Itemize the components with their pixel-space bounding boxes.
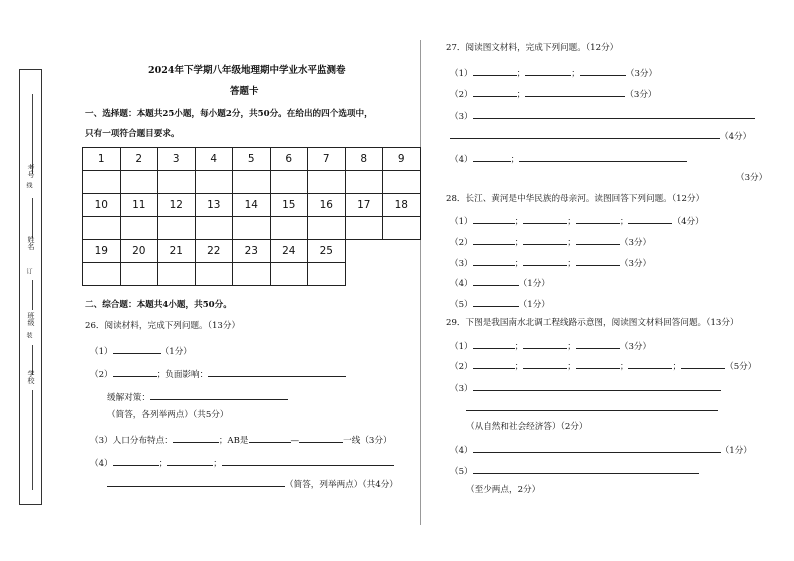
grid-number: 2 [120, 148, 158, 171]
answer-cell[interactable] [83, 171, 121, 194]
answer-blank[interactable] [523, 255, 567, 266]
binding-mark-order: 订 [25, 268, 32, 274]
answer-blank[interactable] [576, 338, 620, 349]
grid-number: 10 [83, 194, 121, 217]
q29-part3-line2 [466, 400, 718, 415]
answer-blank[interactable] [473, 358, 515, 369]
q26-part2-label: （2） [90, 370, 113, 380]
q28-part5-score: （1分） [518, 300, 550, 310]
answer-blank[interactable] [107, 476, 285, 487]
q26-part1-score: （1分） [160, 347, 192, 357]
answer-cell[interactable] [233, 263, 271, 286]
separator: ； [567, 238, 576, 248]
answer-cell[interactable] [383, 171, 421, 194]
q29-part5-note: （至少两点，2分） [466, 485, 541, 495]
q26-part4-label: （4） [90, 459, 113, 469]
q28-part5 [450, 296, 550, 311]
answer-blank[interactable] [473, 86, 517, 97]
q26-part4 [90, 455, 394, 470]
q28-part1 [450, 213, 704, 228]
answer-blank[interactable] [299, 432, 343, 443]
answer-blank[interactable] [473, 255, 515, 266]
answer-blank[interactable] [113, 455, 159, 466]
answer-cell[interactable] [158, 217, 196, 240]
q26-part1 [90, 343, 192, 358]
answer-blank[interactable] [473, 234, 515, 245]
q28-title: 28．长江、黄河是中华民族的母亲河。读图回答下列问题。（12分） [446, 194, 705, 204]
exam-number-label: 考号 [27, 164, 35, 178]
q28-part3-label: （3） [450, 259, 473, 269]
answer-blank[interactable] [523, 213, 567, 224]
q26-part2-note: （简答，各列举两点）（共5分） [107, 410, 229, 420]
q27-part4-label: （4） [450, 155, 473, 165]
answer-cell[interactable] [270, 263, 308, 286]
grid-number: 23 [233, 240, 271, 263]
section1-heading-cont: 只有一项符合题目要求。 [85, 129, 180, 139]
grid-number: 5 [233, 148, 271, 171]
binding-line [32, 198, 33, 238]
grid-number: 16 [308, 194, 346, 217]
q27-part2-score: （3分） [625, 90, 657, 100]
q26-part3-end: 一线（3分） [343, 436, 392, 446]
answer-blank[interactable] [523, 338, 567, 349]
q29-part1 [450, 338, 651, 353]
separator: ； [514, 259, 524, 269]
q29-part3 [450, 380, 721, 395]
q26-countermeasures-label: 缓解对策： [107, 393, 150, 403]
answer-cell[interactable] [120, 263, 158, 286]
choice-grid-row3 [82, 239, 346, 286]
separator: ； [514, 362, 524, 372]
q28-part5-label: （5） [450, 300, 473, 310]
grid-number: 21 [158, 240, 196, 263]
q27-part3-line2 [450, 128, 751, 143]
answer-blank[interactable] [681, 358, 725, 369]
q28-part4-label: （4） [450, 279, 473, 289]
answer-cell[interactable] [158, 263, 196, 286]
grid-number: 4 [195, 148, 233, 171]
answer-blank[interactable] [576, 255, 620, 266]
grid-number: 18 [383, 194, 421, 217]
separator: ； [516, 90, 526, 100]
grid-number: 14 [233, 194, 271, 217]
q28-part1-label: （1） [450, 217, 473, 227]
answer-blank[interactable] [576, 213, 620, 224]
grid-number: 15 [270, 194, 308, 217]
q28-part4-score: （1分） [518, 279, 550, 289]
answer-cell[interactable] [233, 171, 271, 194]
q29-part4-score: （1分） [720, 446, 752, 456]
q29-part4-label: （4） [450, 446, 473, 456]
answer-cell[interactable] [345, 171, 383, 194]
grid-number: 25 [308, 240, 346, 263]
answer-blank[interactable] [473, 380, 721, 391]
q27-part4-score: （3分） [736, 173, 768, 183]
answer-cell[interactable] [83, 263, 121, 286]
answer-blank[interactable] [576, 358, 620, 369]
answer-blank[interactable] [523, 358, 567, 369]
answer-blank[interactable] [222, 455, 394, 466]
q27-part3 [450, 108, 755, 123]
name-label: 姓名 [27, 236, 35, 250]
q26-part4-line2 [107, 476, 398, 491]
answer-cell[interactable] [120, 171, 158, 194]
q29-part5-label: （5） [450, 467, 473, 477]
q29-title: 29．下图是我国南水北调工程线路示意图，阅读图文材料回答问题。（13分） [446, 318, 739, 328]
answer-blank[interactable] [580, 65, 626, 76]
q29-part4 [450, 442, 752, 457]
grid-number: 12 [158, 194, 196, 217]
q29-part5 [450, 463, 699, 478]
grid-number: 1 [83, 148, 121, 171]
answer-blank[interactable] [473, 65, 517, 76]
separator: ； [213, 459, 222, 469]
answer-blank[interactable] [523, 234, 567, 245]
answer-blank[interactable] [113, 343, 161, 354]
q29-part2-score: （5分） [725, 362, 757, 372]
q27-part2-label: （2） [450, 90, 473, 100]
answer-blank[interactable] [466, 400, 718, 411]
school-label: 学校 [27, 370, 35, 384]
grid-number: 3 [158, 148, 196, 171]
answer-blank[interactable] [173, 432, 219, 443]
q27-part1-score: （3分） [625, 69, 658, 79]
choice-grid-row1 [82, 147, 421, 240]
answer-blank[interactable] [519, 151, 687, 162]
q28-part2-label: （2） [450, 238, 473, 248]
q29-part3-note: （从自然和社会经济答）（2分） [466, 422, 588, 432]
separator: ； [672, 362, 682, 372]
answer-blank[interactable] [473, 463, 699, 474]
answer-blank[interactable] [525, 65, 571, 76]
separator: ； [567, 217, 576, 227]
answer-blank[interactable] [473, 442, 721, 453]
q26-part3-label: （3）人口分布特点： [90, 436, 173, 446]
answer-blank[interactable] [473, 275, 519, 286]
answer-blank[interactable] [150, 389, 288, 400]
answer-cell[interactable] [120, 217, 158, 240]
answer-cell[interactable] [158, 171, 196, 194]
separator: ； [619, 217, 629, 227]
q26-part1-label: （1） [90, 347, 113, 357]
separator: ； [514, 238, 524, 248]
q27-part3-label: （3） [450, 112, 473, 122]
answer-cell[interactable] [308, 171, 346, 194]
answer-blank[interactable] [473, 108, 755, 119]
q28-part3 [450, 255, 651, 270]
grid-number: 13 [195, 194, 233, 217]
separator: ； [514, 342, 524, 352]
q28-part2-score: （3分） [619, 238, 652, 248]
answer-blank[interactable] [113, 366, 157, 377]
q29-part2-label: （2） [450, 362, 473, 372]
q26-title: 26．阅读材料，完成下列问题。（13分） [85, 321, 241, 331]
grid-number: 8 [345, 148, 383, 171]
answer-cell[interactable] [308, 217, 346, 240]
binding-mark-line: 线 [25, 182, 32, 188]
binding-line [32, 390, 33, 490]
answer-blank[interactable] [450, 128, 720, 139]
q26-part2 [90, 366, 346, 381]
binding-line [32, 94, 33, 174]
grid-number: 6 [270, 148, 308, 171]
answer-cell[interactable] [195, 171, 233, 194]
page-title: 2024年下学期八年级地理期中学业水平监测卷 [148, 65, 346, 76]
q29-part1-score: （3分） [619, 342, 652, 352]
binding-strip [19, 69, 42, 505]
q27-part2 [450, 86, 657, 101]
grid-number: 20 [120, 240, 158, 263]
separator: ； [510, 155, 520, 165]
separator: ； [516, 69, 526, 79]
separator: ； [571, 69, 580, 79]
separator: ； [619, 362, 629, 372]
class-label: 班级 [27, 312, 35, 326]
q28-part2 [450, 234, 651, 249]
q27-part3-score: （4分） [720, 132, 752, 142]
q26-part2-mid: ；负面影响： [156, 370, 209, 380]
q28-part1-score: （4分） [672, 217, 704, 227]
separator: ； [158, 459, 168, 469]
separator: ； [567, 362, 576, 372]
answer-cell[interactable] [345, 217, 383, 240]
binding-line [32, 280, 33, 310]
binding-mark-bind: 装 [25, 332, 32, 338]
answer-cell[interactable] [308, 263, 346, 286]
answer-cell[interactable] [270, 217, 308, 240]
q26-part3 [90, 432, 392, 447]
q26-part4-note: （简答，列举两点）（共4分） [285, 480, 398, 490]
grid-number: 11 [120, 194, 158, 217]
answer-blank[interactable] [628, 358, 672, 369]
answer-blank[interactable] [525, 86, 625, 97]
answer-blank[interactable] [167, 455, 213, 466]
answer-blank[interactable] [473, 151, 511, 162]
q27-part1 [450, 65, 657, 80]
answer-card-title: 答题卡 [230, 86, 259, 97]
grid-number: 22 [195, 240, 233, 263]
separator: ； [514, 217, 524, 227]
q27-part4 [450, 151, 687, 166]
q28-part3-score: （3分） [619, 259, 652, 269]
separator: ； [567, 342, 576, 352]
answer-cell[interactable] [383, 217, 421, 240]
section2-heading: 二、综合题：本题共4小题，共50分。 [85, 300, 232, 310]
separator: ； [567, 259, 576, 269]
answer-cell[interactable] [233, 217, 271, 240]
q29-part3-label: （3） [450, 384, 473, 394]
grid-number: 7 [308, 148, 346, 171]
q26-part2-countermeasures [107, 389, 288, 404]
q26-part3-dash: — [290, 436, 300, 446]
answer-blank[interactable] [249, 432, 291, 443]
grid-number: 17 [345, 194, 383, 217]
q26-part3-mid: ；AB是 [218, 436, 249, 446]
section1-heading: 一、选择题：本题共25小题，每小题2分，共50分。在给出的四个选项中， [85, 109, 373, 119]
answer-blank[interactable] [208, 366, 346, 377]
q28-part4 [450, 275, 550, 290]
answer-blank[interactable] [473, 338, 515, 349]
answer-blank[interactable] [473, 296, 519, 307]
grid-number: 24 [270, 240, 308, 263]
q29-part1-label: （1） [450, 342, 473, 352]
q27-title: 27．阅读图文材料，完成下列问题。（12分） [446, 43, 619, 53]
grid-number: 19 [83, 240, 121, 263]
q27-part1-label: （1） [450, 69, 473, 79]
answer-blank[interactable] [628, 213, 672, 224]
answer-cell[interactable] [195, 217, 233, 240]
q29-part2 [450, 358, 756, 373]
answer-cell[interactable] [270, 171, 308, 194]
answer-blank[interactable] [576, 234, 620, 245]
answer-cell[interactable] [195, 263, 233, 286]
grid-number: 9 [383, 148, 421, 171]
answer-blank[interactable] [473, 213, 515, 224]
page-divider [420, 40, 421, 525]
answer-cell[interactable] [83, 217, 121, 240]
